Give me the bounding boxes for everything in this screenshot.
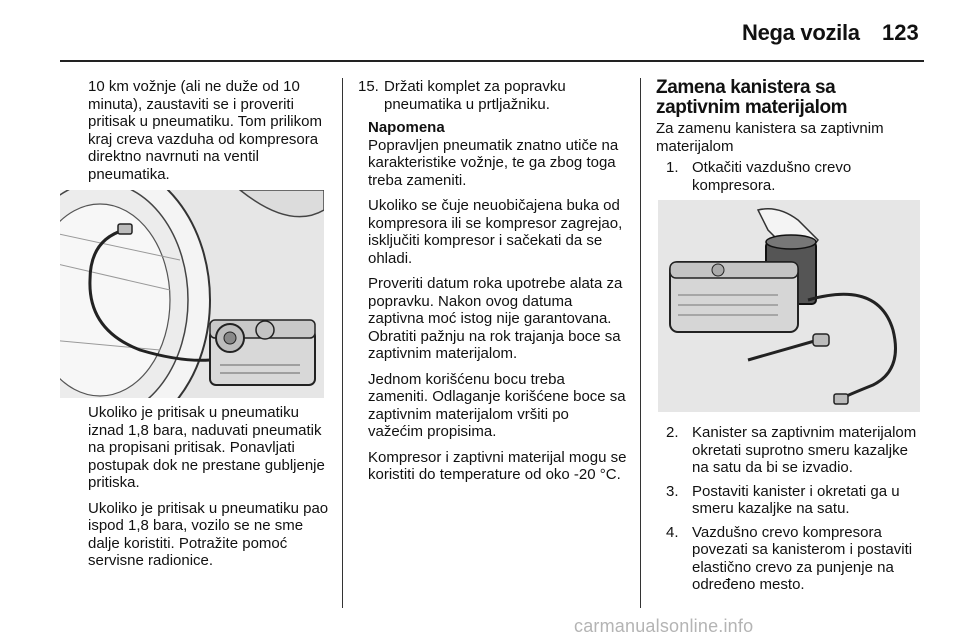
paragraph-pressure-below: Ukoliko je pritisak u pneumatiku pao ispod 1,8 bara, vozilo se ne sme dalje koristiti. Potražite pomoć servisne radionice.: [88, 499, 329, 569]
column-1: [88, 78, 338, 191]
paragraph-pressure-above: Ukoliko je pritisak u pneumatiku iznad 1,8 bara, naduvati pneumatik na propisani pritisak. Ponavljati postupak dok ne prestane gubljenje pritiska.: [88, 404, 325, 491]
watermark: carmanualsonline.info: [574, 616, 754, 636]
note-paragraph-2: Ukoliko se čuje neuobičajena buka od kompresora ili se kompresor zagrejao, isključiti kompresor i sačekati da se ohladi.: [368, 197, 623, 267]
canister-illustration: [658, 200, 920, 412]
replace-canister-steps: [656, 159, 924, 194]
step-text: Vazdušno crevo kompresora povezati sa kanisterom i postaviti elastično crevo za punjenje na određeno mesto.: [692, 523, 913, 593]
step-number: 15.: [358, 78, 379, 95]
page-number: 123: [882, 20, 919, 45]
step-text: Držati komplet za popravku pneumatika u prtljažniku.: [384, 78, 566, 113]
header-divider: [60, 60, 924, 62]
step-number: 1.: [666, 159, 679, 176]
step-text: Postaviti kanister i okretati ga u smeru kazaljke na satu.: [692, 482, 900, 517]
step-text: Otkačiti vazdušno crevo kompresora.: [692, 159, 852, 194]
list-item: [666, 483, 924, 518]
list-item: [666, 524, 924, 594]
page-header: [0, 0, 960, 62]
note-paragraph-5: Kompresor i zaptivni materijal mogu se koristiti do temperature od oko -20 °C.: [368, 448, 627, 483]
note-paragraph-3: Proveriti datum roka upotrebe alata za popravku. Nakon ovog datuma zaptivna moć istog nije garantovana. Obratiti pažnju na rok trajanja boce sa zaptivnim materijalom.: [368, 275, 623, 362]
note-paragraph-1: Popravljen pneumatik znatno utiče na karakteristike vožnje, te ga zbog toga treba zameniti.: [368, 136, 619, 189]
figure-canister-removal: [658, 200, 920, 412]
column-1-lower: [88, 404, 338, 578]
paragraph-check-pressure: 10 km vožnje (ali ne duže od 10 minuta), zaustaviti se i proveriti pritisak u pneumatiku. Tom prilikom kraj creva vazduha od kompresora direktno navrnuti na ventil pneumatika.: [88, 78, 322, 183]
column-divider-right: [640, 78, 641, 608]
section-heading: Zamena kanistera sa zaptivnim materijalom: [656, 77, 848, 118]
list-item: [666, 424, 924, 477]
column-divider-left: [342, 78, 343, 608]
list-item: [666, 159, 924, 194]
note-heading: Napomena: [368, 119, 445, 136]
figure-compressor-on-tire: [60, 190, 324, 398]
column-3-lower: [666, 424, 924, 600]
compressor-tire-illustration: [60, 190, 324, 398]
step-number: 2.: [666, 424, 679, 441]
column-3: [656, 78, 924, 200]
step-number: 3.: [666, 482, 679, 500]
list-item: [358, 78, 628, 113]
note-paragraph-4: Jednom korišćenu bocu treba zameniti. Odlaganje korišćene boce sa zaptivnim materijalom vršiti po važećim propisima.: [368, 370, 626, 440]
column-2: [358, 78, 628, 492]
steps-list-continued: [358, 78, 628, 113]
section-intro: Za zamenu kanistera sa zaptivnim materijalom: [656, 120, 884, 155]
page-title: Nega vozila: [742, 20, 860, 45]
replace-canister-steps-cont: [666, 424, 924, 594]
step-number: 4.: [666, 523, 679, 541]
step-text: Kanister sa zaptivnim materijalom okretati suprotno smeru kazaljke na satu da bi se izvadio.: [692, 424, 917, 476]
